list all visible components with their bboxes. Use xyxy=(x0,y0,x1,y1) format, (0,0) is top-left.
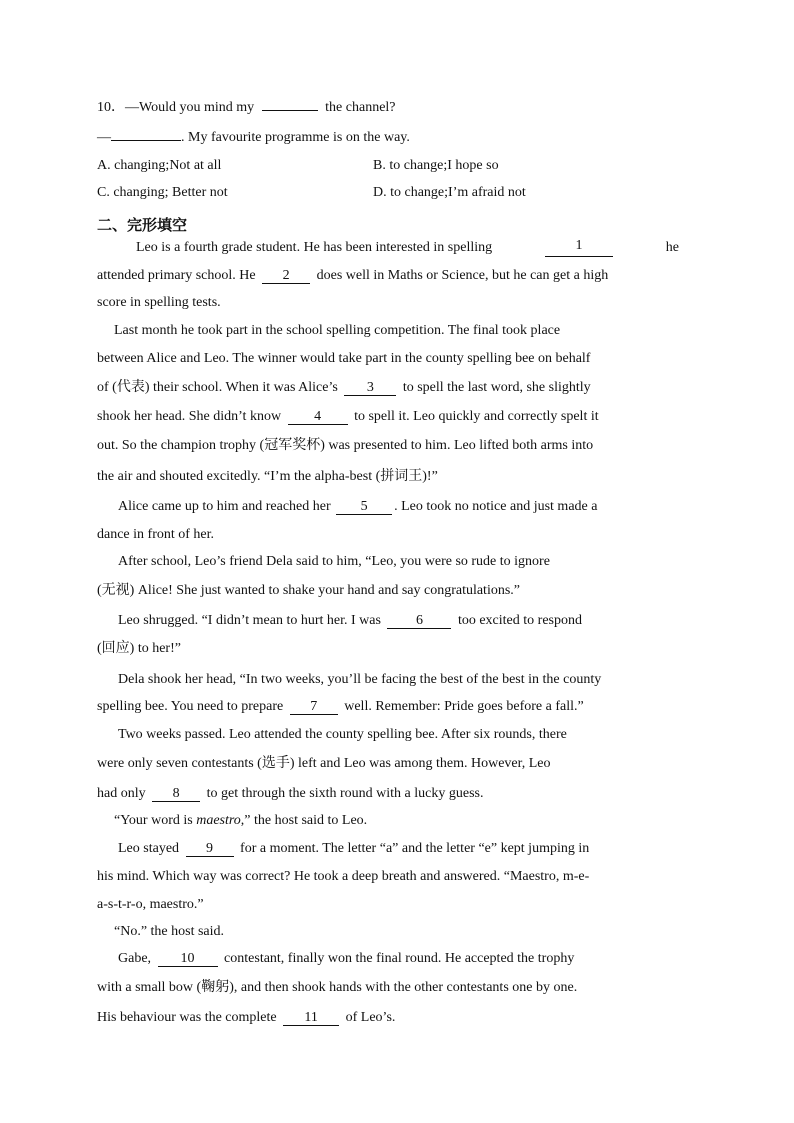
passage-text: spelling bee. You need to prepare xyxy=(97,699,284,714)
q10-stem-end: the channel? xyxy=(325,100,396,115)
passage-line-26 xyxy=(118,950,574,968)
q10-stem-start: 10．—Would you mind my xyxy=(97,100,255,115)
q10-answer-blank xyxy=(262,110,318,111)
passage-line-6 xyxy=(97,379,591,397)
blank-7: 7 xyxy=(290,700,338,715)
passage-line-3: score in spelling tests. xyxy=(97,295,221,310)
passage-text: attended primary school. He xyxy=(97,268,256,283)
passage-line-2 xyxy=(97,267,608,285)
passage-line-5: between Alice and Leo. The winner would take part in the county spelling bee on behalf xyxy=(97,351,591,366)
passage-line-23: his mind. Which way was correct? He took a deep breath and answered. “Maestro, m-e- xyxy=(97,869,590,884)
passage-text: for a moment. The letter “a” and the letter “e” kept jumping in xyxy=(240,841,590,856)
q10-reply-text: . My favourite programme is on the way. xyxy=(181,130,410,145)
blank-8: 8 xyxy=(152,787,200,802)
passage-line-20 xyxy=(97,785,483,803)
passage-line-8: out. So the champion trophy (冠军奖杯) was presented to him. Leo lifted both arms into xyxy=(97,438,594,453)
passage-text: Leo shrugged. “I didn’t mean to hurt her. I was xyxy=(118,613,381,628)
passage-line-1 xyxy=(136,239,679,257)
passage-text: ,” the host said to Leo. xyxy=(240,813,368,828)
passage-text: Gabe, xyxy=(118,951,152,966)
passage-text: to spell the last word, she slightly xyxy=(402,380,591,395)
passage-line-16: Dela shook her head, “In two weeks, you’ll be facing the best of the best in the county xyxy=(118,672,602,687)
q10-option-b: B. to change;I hope so xyxy=(373,158,499,173)
passage-text: His behaviour was the complete xyxy=(97,1010,277,1025)
passage-line-18: Two weeks passed. Leo attended the county spelling bee. After six rounds, there xyxy=(118,727,567,742)
q10-reply-dash: — xyxy=(97,130,111,145)
q10-stem xyxy=(97,99,396,117)
passage-line-13: (无视) Alice! She just wanted to shake your hand and say congratulations.” xyxy=(97,583,521,598)
blank-11: 11 xyxy=(283,1011,339,1026)
passage-text: to spell it. Leo quickly and correctly spelt it xyxy=(354,409,599,424)
passage-line-4: Last month he took part in the school spelling competition. The final took place xyxy=(114,323,561,338)
passage-line-24: a-s-t-r-o, maestro.” xyxy=(97,897,204,912)
blank-5: 5 xyxy=(336,500,392,515)
blank-2: 2 xyxy=(262,269,310,284)
passage-text: well. Remember: Pride goes before a fall.” xyxy=(344,699,584,714)
passage-line-11: dance in front of her. xyxy=(97,527,215,542)
passage-line-7 xyxy=(97,408,599,426)
blank-10: 10 xyxy=(158,952,218,967)
passage-line-21 xyxy=(114,812,367,830)
passage-line-27: with a small bow (鞠躬), and then shook hands with the other contestants one by one. xyxy=(97,980,578,995)
passage-text: to get through the sixth round with a lucky guess. xyxy=(206,786,484,801)
passage-text: Alice came up to him and reached her xyxy=(118,499,331,514)
passage-line-28 xyxy=(97,1009,395,1027)
q10-reply xyxy=(97,129,410,147)
passage-text: he xyxy=(665,240,679,255)
passage-line-15: (回应) to her!” xyxy=(97,641,181,656)
q10-option-a: A. changing;Not at all xyxy=(97,158,222,173)
passage-text: contestant, finally won the final round. He accepted the trophy xyxy=(224,951,575,966)
passage-text: of (代表) their school. When it was Alice’s xyxy=(97,380,338,395)
passage-text: shook her head. She didn’t know xyxy=(97,409,282,424)
passage-line-22 xyxy=(118,840,589,858)
q10-reply-blank xyxy=(111,140,181,141)
passage-text: does well in Maths or Science, but he can get a high xyxy=(316,268,609,283)
passage-text: Leo stayed xyxy=(118,841,180,856)
passage-text: . Leo took no notice and just made a xyxy=(394,499,598,514)
passage-text: Leo is a fourth grade student. He has been interested in spelling xyxy=(136,240,493,255)
passage-line-17 xyxy=(97,698,584,716)
passage-text: “Your word is xyxy=(114,813,193,828)
passage-line-25: “No.” the host said. xyxy=(114,924,225,939)
blank-3: 3 xyxy=(344,381,396,396)
q10-option-d: D. to change;I’m afraid not xyxy=(373,185,526,200)
blank-4: 4 xyxy=(288,410,348,425)
passage-text: of Leo’s. xyxy=(345,1010,396,1025)
passage-line-12: After school, Leo’s friend Dela said to him, “Leo, you were so rude to ignore xyxy=(118,554,550,569)
q10-option-c: C. changing; Better not xyxy=(97,185,228,200)
passage-line-9: the air and shouted excitedly. “I’m the alpha-best (拼词王)!” xyxy=(97,469,438,484)
passage-line-19: were only seven contestants (选手) left and Leo was among them. However, Leo xyxy=(97,756,551,771)
blank-1: 1 xyxy=(545,239,613,257)
section-title: 二、完形填空 xyxy=(97,216,188,234)
blank-9: 9 xyxy=(186,842,234,857)
passage-line-14 xyxy=(118,612,582,630)
passage-text: had only xyxy=(97,786,146,801)
passage-text: too excited to respond xyxy=(457,613,582,628)
target-word: maestro xyxy=(196,813,241,828)
passage-line-10 xyxy=(118,498,597,516)
blank-6: 6 xyxy=(387,614,451,629)
